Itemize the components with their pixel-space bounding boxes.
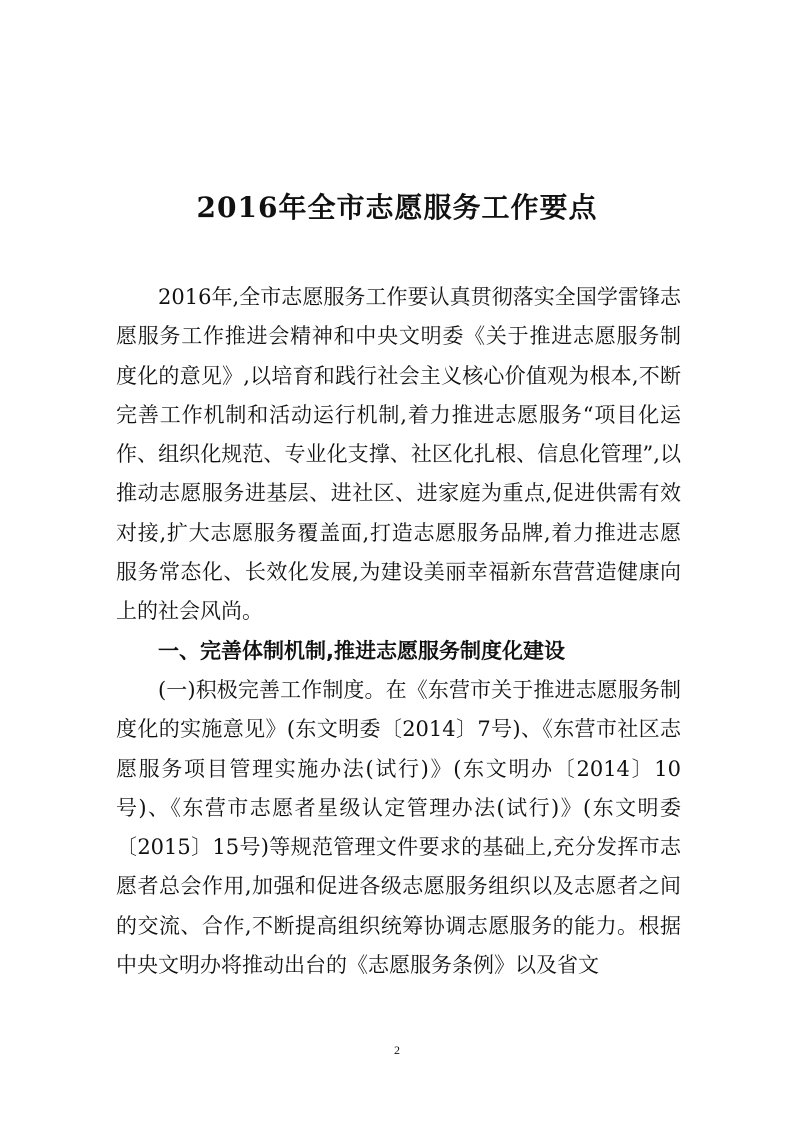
section-paragraph: (一)积极完善工作制度。在《东营市关于推进志愿服务制度化的实施意见》(东文明委〔2014〕7号)、《东营市社区志愿服务项目管理实施办法(试行)》(东文明办〔2014〕10号)、《东营市志愿者星级认定管理办法(试行)》(东文明委〔2015〕15号)等规范管理文件要求的基础上,充分发挥市志愿者总会作用,加强和促进各级志愿服务组织以及志愿者之间的交流、合作,不断提高组织统筹协调志愿服务的能力。根据中央文明办将推动出台的《志愿服务条例》以及省文: [116, 677, 681, 978]
intro-paragraph: 2016年,全市志愿服务工作要认真贯彻落实全国学雷锋志愿服务工作推进会精神和中央文明委《关于推进志愿服务制度化的意见》,以培育和践行社会主义核心价值观为根本,不断完善工作机制和活动运行机制,着力推进志愿服务“项目化运作、组织化规范、专业化支撑、社区化扎根、信息化管理”,以推动志愿服务进基层、进社区、进家庭为重点,促进供需有效对接,扩大志愿服务覆盖面,打造志愿服务品牌,着力推进志愿服务常态化、长效化发展,为建设美丽幸福新东营营造健康向上的社会风尚。: [116, 285, 681, 624]
section-heading: 一、完善体制机制,推进志愿服务制度化建设: [158, 638, 565, 663]
page-number: 2: [394, 1043, 400, 1057]
document-body: [116, 278, 681, 985]
document-title: 2016年全市志愿服务工作要点: [196, 191, 598, 224]
